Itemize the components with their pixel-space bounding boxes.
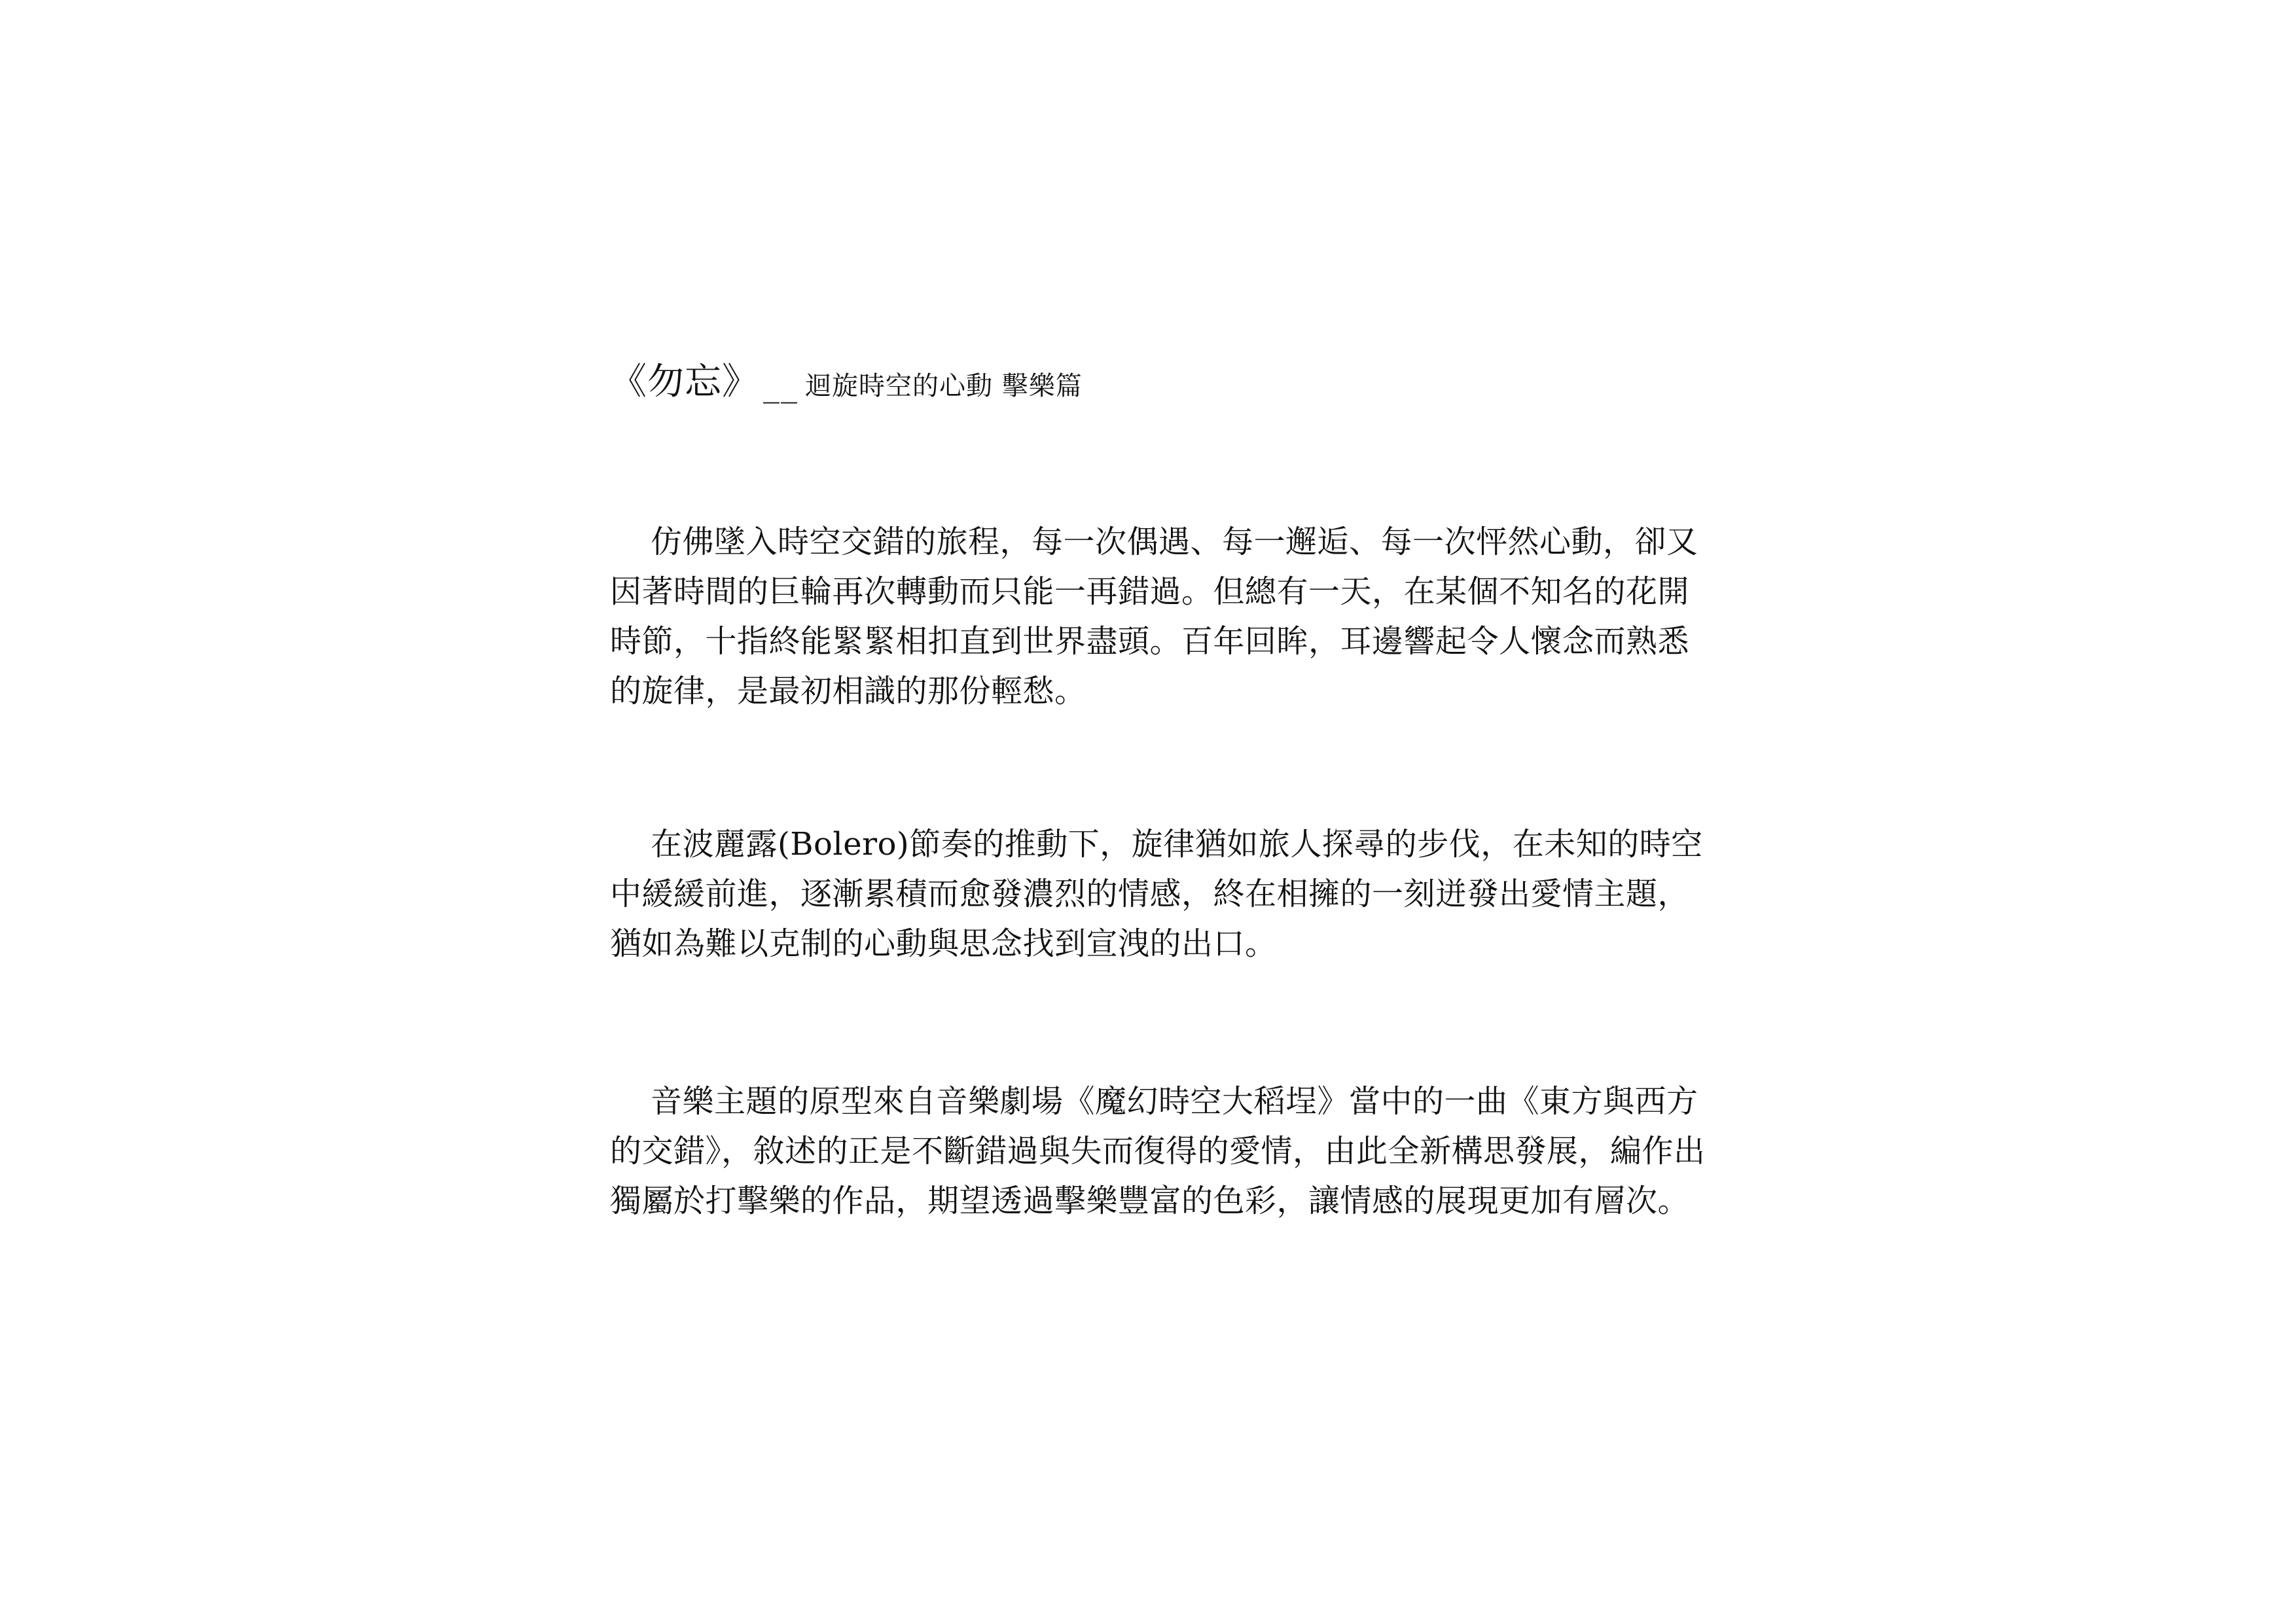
title-line — [610, 353, 1083, 406]
page-title: 《勿忘》 — [610, 361, 759, 403]
title-separator: __ — [763, 366, 798, 404]
paragraph-2: 在波麗露(Bolero)節奏的推動下，旋律猶如旅人探尋的步伐，在未知的時空中緩緩前進，逐漸累積而愈發濃烈的情感，終在相擁的一刻迸發出愛情主題，猶如為難以克制的心動與思念找到宣洩的出口。 — [610, 826, 1703, 962]
paragraph-1: 仿佛墜入時空交錯的旅程，每一次偶遇、每一邂逅、每一次怦然心動，卻又因著時間的巨輪再次轉動而只能一再錯過。但總有一天，在某個不知名的花開時節，十指終能緊緊相扣直到世界盡頭。百年回眸，耳邊響起令人懷念而熟悉的旋律，是最初相識的那份輕愁。 — [610, 524, 1698, 709]
page-subtitle: 迴旋時空的心動 擊樂篇 — [805, 371, 1083, 401]
paragraph-3: 音樂主題的原型來自音樂劇場《魔幻時空大稻埕》當中的一曲《東方與西方的交錯》，敘述的正是不斷錯過與失而復得的愛情，由此全新構思發展，編作出獨屬於打擊樂的作品，期望透過擊樂豐富的色彩，讓情感的展現更加有層次。 — [610, 1083, 1706, 1219]
